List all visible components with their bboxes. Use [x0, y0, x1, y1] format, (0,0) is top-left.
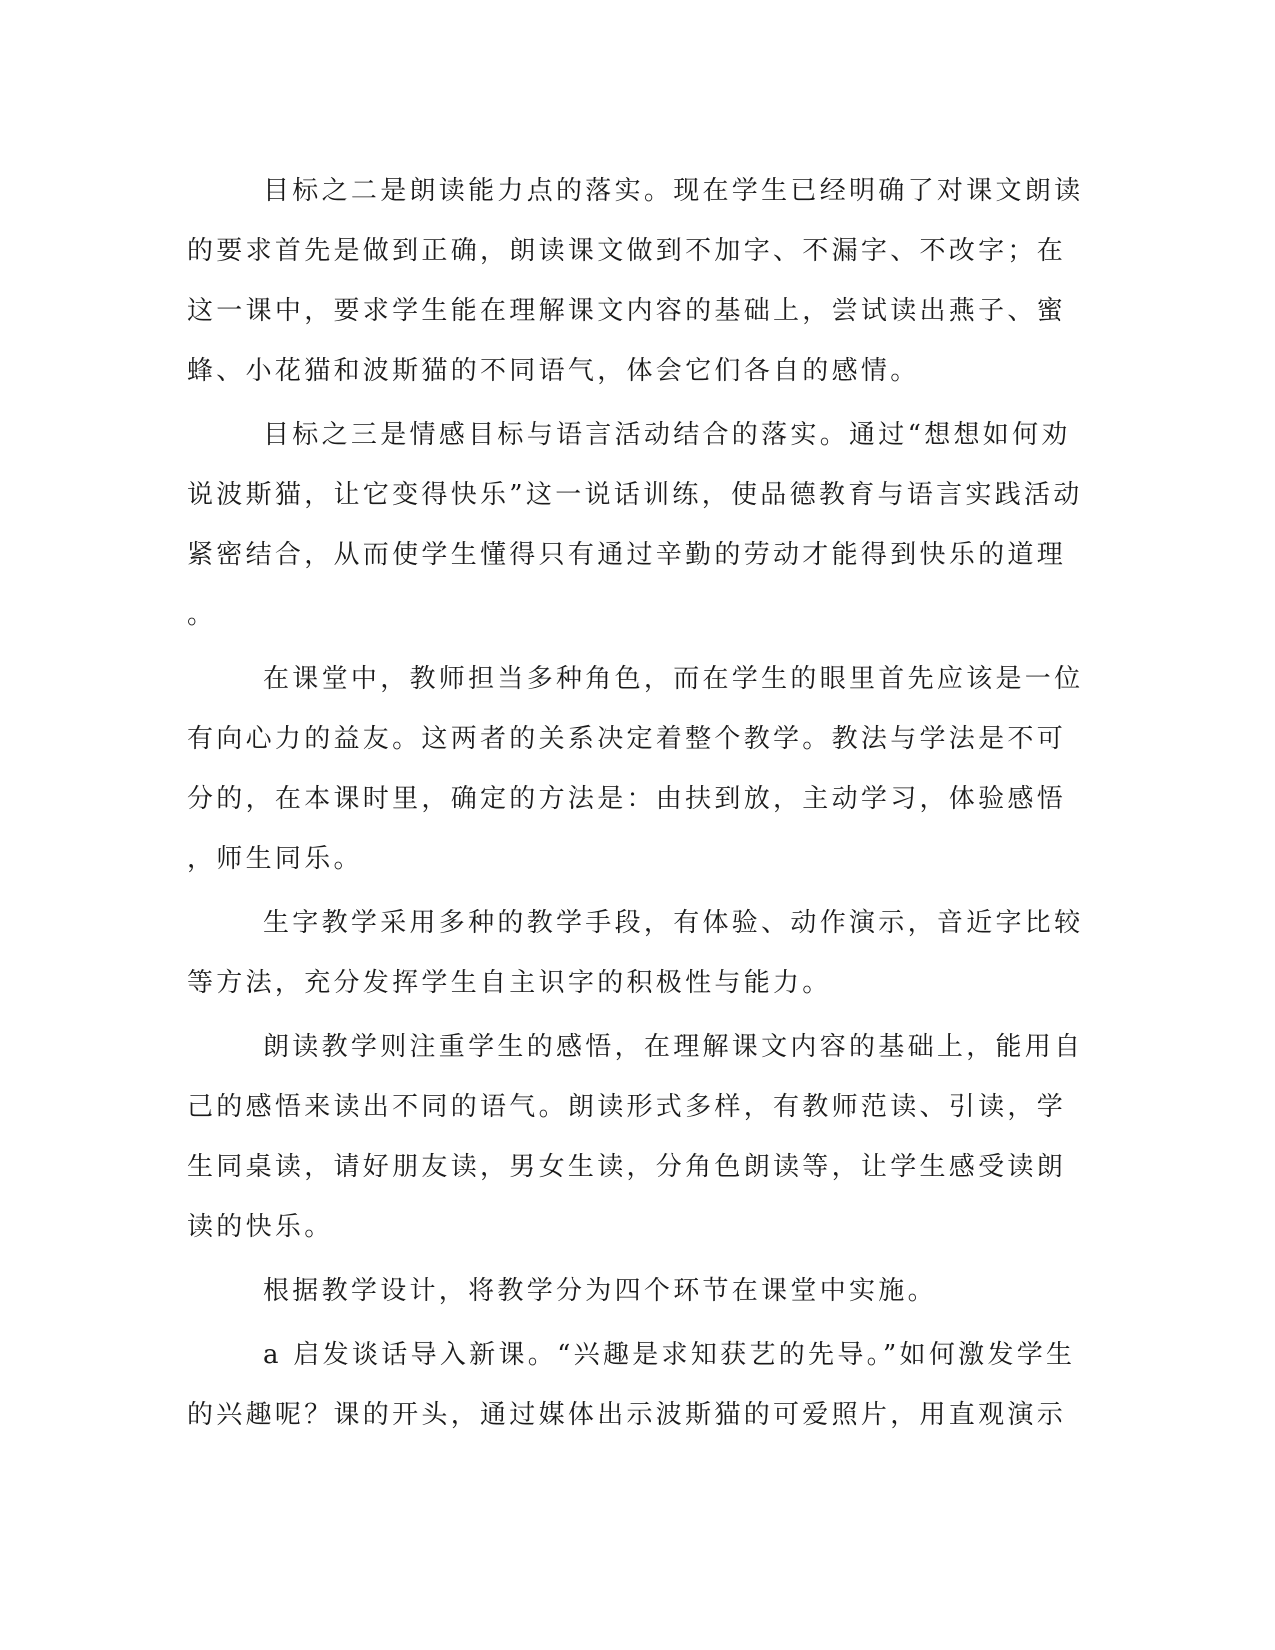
text-line: 等方法，充分发挥学生自主识字的积极性与能力。 [187, 968, 832, 998]
text-line: 在课堂中，教师担当多种角色，而在学生的眼里首先应该是一位 [263, 664, 1084, 694]
text-line: 。 [187, 600, 217, 630]
text-line: 有向心力的益友。这两者的关系决定着整个教学。教法与学法是不可 [187, 724, 1067, 754]
text-line: 生同桌读，请好朋友读，男女生读，分角色朗读等，让学生感受读朗 [187, 1152, 1067, 1182]
text-line: 蜂、小花猫和波斯猫的不同语气，体会它们各自的感情。 [187, 356, 920, 386]
text-line: a 启发谈话导入新课。“兴趣是求知获艺的先导。”如何激发学生 [263, 1340, 1076, 1370]
text-line: 己的感悟来读出不同的语气。朗读形式多样，有教师范读、引读，学 [187, 1092, 1067, 1122]
text-line: 说波斯猫，让它变得快乐”这一说话训练，使品德教育与语言实践活动 [187, 480, 1083, 510]
paragraph-stage-a [187, 1325, 1087, 1445]
paragraph-four-stages [187, 1261, 1087, 1321]
text-line: 的要求首先是做到正确，朗读课文做到不加字、不漏字、不改字；在 [187, 236, 1067, 266]
text-line: 目标之三是情感目标与语言活动结合的落实。通过“想想如何劝 [263, 420, 1071, 450]
text-line: 这一课中，要求学生能在理解课文内容的基础上，尝试读出燕子、蜜 [187, 296, 1067, 326]
text-line: 的兴趣呢？课的开头，通过媒体出示波斯猫的可爱照片，用直观演示 [187, 1400, 1067, 1430]
paragraph-teacher-role [187, 649, 1087, 889]
text-line: 读的快乐。 [187, 1212, 334, 1242]
text-line: 生字教学采用多种的教学手段，有体验、动作演示，音近字比较 [263, 908, 1084, 938]
text-line: 根据教学设计，将教学分为四个环节在课堂中实施。 [263, 1276, 937, 1306]
paragraph-reading-teaching [187, 1017, 1087, 1257]
document-body [187, 161, 1087, 1445]
paragraph-goal-two [187, 161, 1087, 401]
text-line: 分的，在本课时里，确定的方法是：由扶到放，主动学习，体验感悟 [187, 784, 1067, 814]
text-line: 目标之二是朗读能力点的落实。现在学生已经明确了对课文朗读 [263, 176, 1084, 206]
paragraph-goal-three [187, 405, 1087, 645]
text-line: ，师生同乐。 [187, 844, 363, 874]
text-line: 紧密结合，从而使学生懂得只有通过辛勤的劳动才能得到快乐的道理 [187, 540, 1067, 570]
text-line: 朗读教学则注重学生的感悟，在理解课文内容的基础上，能用自 [263, 1032, 1084, 1062]
paragraph-character-teaching [187, 893, 1087, 1013]
